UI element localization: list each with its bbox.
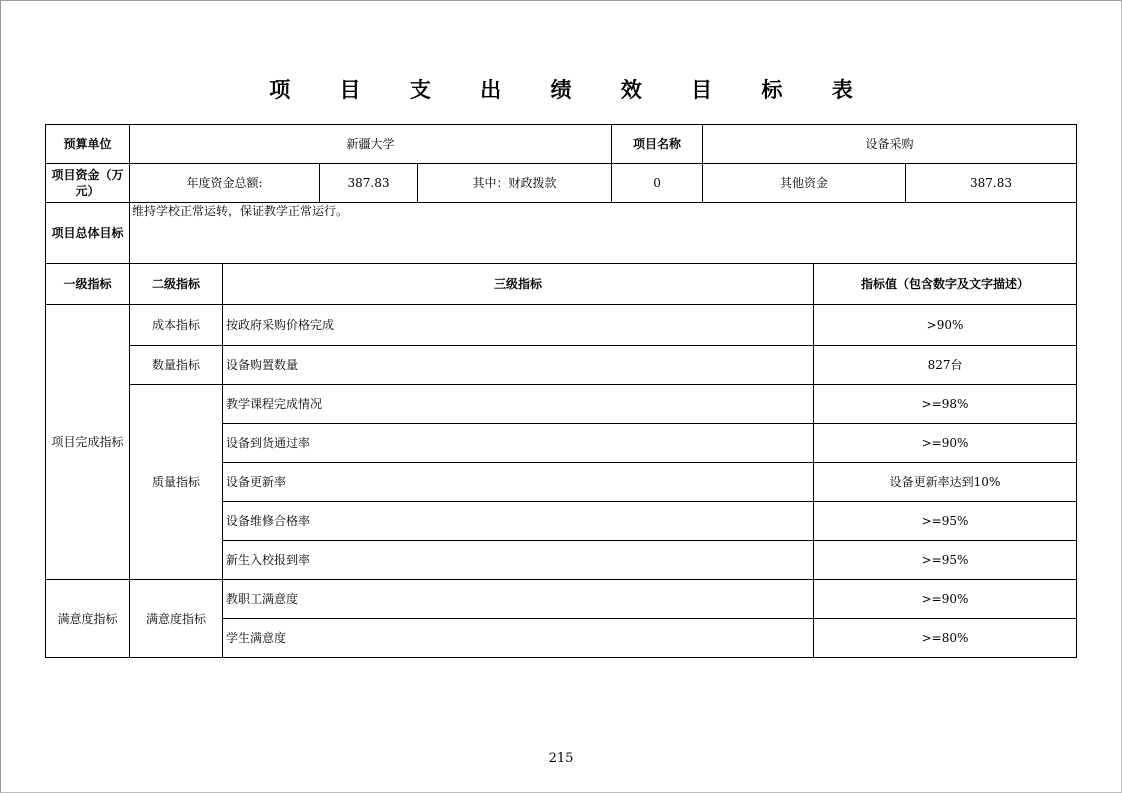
column-header-row xyxy=(46,264,1077,305)
performance-table xyxy=(45,124,1077,658)
level3-header: 三级指标 xyxy=(223,264,814,305)
indicator-name: 教职工满意度 xyxy=(223,580,814,619)
indicator-value: >=80% xyxy=(814,619,1077,658)
budget-unit-value: 新疆大学 xyxy=(130,125,612,164)
page-number: 215 xyxy=(548,751,574,766)
fiscal-value: 0 xyxy=(612,164,703,203)
annual-total-value: 387.83 xyxy=(320,164,418,203)
budget-unit-label: 预算单位 xyxy=(46,125,130,164)
project-name-value: 设备采购 xyxy=(703,125,1077,164)
satisfaction-indicator-label: 满意度指标 xyxy=(46,580,130,658)
indicator-name: 按政府采购价格完成 xyxy=(223,305,814,346)
other-funds-value: 387.83 xyxy=(906,164,1077,203)
table-row xyxy=(46,305,1077,346)
indicator-value: >=95% xyxy=(814,541,1077,580)
indicator-value: >=95% xyxy=(814,502,1077,541)
satisfaction-sub-indicator-label: 满意度指标 xyxy=(130,580,223,658)
indicator-name: 设备更新率 xyxy=(223,463,814,502)
goal-row xyxy=(46,203,1077,264)
completion-indicator-label: 项目完成指标 xyxy=(46,305,130,580)
budget-unit-row xyxy=(46,125,1077,164)
indicator-value: >=90% xyxy=(814,424,1077,463)
indicator-name: 新生入校报到率 xyxy=(223,541,814,580)
quantity-indicator-label: 数量指标 xyxy=(130,346,223,385)
project-name-label: 项目名称 xyxy=(612,125,703,164)
funds-row xyxy=(46,164,1077,203)
goal-label: 项目总体目标 xyxy=(46,203,130,264)
indicator-name: 教学课程完成情况 xyxy=(223,385,814,424)
indicator-name: 设备购置数量 xyxy=(223,346,814,385)
indicator-value: >90% xyxy=(814,305,1077,346)
indicator-name: 设备到货通过率 xyxy=(223,424,814,463)
other-funds-label: 其他资金 xyxy=(703,164,906,203)
indicator-value: >=90% xyxy=(814,580,1077,619)
cost-indicator-label: 成本指标 xyxy=(130,305,223,346)
level1-header: 一级指标 xyxy=(46,264,130,305)
table-row xyxy=(46,385,1077,424)
page-title: 项 目 支 出 绩 效 目 标 表 xyxy=(269,78,874,102)
table-row xyxy=(46,346,1077,385)
indicator-value: 827台 xyxy=(814,346,1077,385)
level2-header: 二级指标 xyxy=(130,264,223,305)
indicator-value: >=98% xyxy=(814,385,1077,424)
goal-text: 维持学校正常运转，保证教学正常运行。 xyxy=(130,203,1077,264)
table-row xyxy=(46,580,1077,619)
indicator-value: 设备更新率达到10% xyxy=(814,463,1077,502)
indicator-name: 学生满意度 xyxy=(223,619,814,658)
funds-label: 项目资金（万元） xyxy=(46,164,130,203)
value-header: 指标值（包含数字及文字描述） xyxy=(814,264,1077,305)
indicator-name: 设备维修合格率 xyxy=(223,502,814,541)
quality-indicator-label: 质量指标 xyxy=(130,385,223,580)
fiscal-label: 其中：财政拨款 xyxy=(418,164,612,203)
annual-total-label: 年度资金总额: xyxy=(130,164,320,203)
